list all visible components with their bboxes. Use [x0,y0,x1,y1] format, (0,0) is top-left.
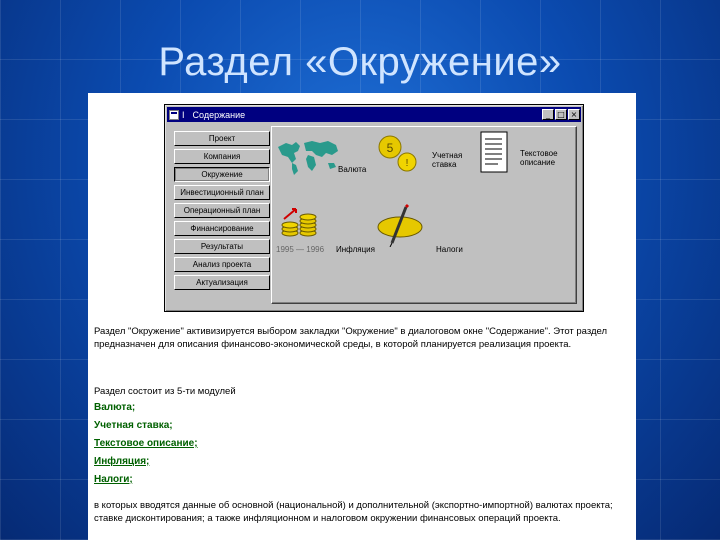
taxes-module[interactable] [376,203,476,263]
taxes-label: Налоги [436,245,463,254]
environment-pane [271,126,577,304]
tab-actualization[interactable]: Актуализация [174,275,270,290]
text-description-module[interactable] [480,131,576,185]
document-icon [480,131,510,175]
document-image [88,93,636,540]
svg-text:!: ! [405,158,409,169]
coin-stacks-icon [280,205,324,241]
section-tabs [174,131,270,293]
svg-text:5: 5 [386,141,394,155]
tab-investment-plan[interactable]: Инвестиционный план [174,185,270,200]
module-link-currency[interactable]: Валюта; [94,402,136,413]
contents-dialog [164,104,584,312]
tab-company[interactable]: Компания [174,149,270,164]
outro-paragraph: в которых вводятся данные об основной (национальной) и дополнительной (экспортно-импортной) валютах проекта; ставке дисконтирования; а также инфляционном и налоговом окружении финансовых операций проекта. [94,500,613,524]
maximize-button[interactable]: □ [555,109,567,120]
currency-module[interactable] [276,135,376,185]
module-link-taxes[interactable]: Налоги; [94,474,133,485]
module-link-text[interactable]: Текстовое описание; [94,438,198,449]
text-description-label: Текстовое описание [520,149,558,167]
close-button[interactable]: × [568,109,580,120]
currency-label: Валюта [338,165,367,174]
dialog-titlebar [167,107,581,122]
module-link-inflation[interactable]: Инфляция; [94,456,150,467]
inflation-module[interactable] [276,205,386,255]
pen-plate-icon [376,203,424,247]
module-link-rate[interactable]: Учетная ставка; [94,420,173,431]
dialog-title: Содержание [192,109,246,120]
tab-results[interactable]: Результаты [174,239,270,254]
tab-project-analysis[interactable]: Анализ проекта [174,257,270,272]
years-label: 1995 — 1996 [276,245,325,254]
inflation-label: Инфляция [336,245,375,254]
tab-financing[interactable]: Финансирование [174,221,270,236]
rate-module[interactable] [376,133,466,185]
module-list [94,401,198,491]
minimize-button[interactable]: _ [542,109,554,120]
tab-operational-plan[interactable]: Операционный план [174,203,270,218]
slide-title: Раздел «Окружение» [158,40,562,84]
coins-icon [376,133,420,177]
intro-paragraph: Раздел "Окружение" активизируется выбором закладки "Окружение" в диалоговом окне "Содержание". Этот раздел предназначен для описания финансово-экономической среды, в которой планируется реализация проекта. [94,326,608,350]
rate-label: Учетная ставка [432,151,463,169]
tab-environment[interactable]: Окружение [174,167,270,182]
modules-heading: Раздел состоит из 5-ти модулей [94,386,236,397]
world-map-icon [276,137,340,177]
tab-project[interactable]: Проект [174,131,270,146]
app-icon[interactable] [169,110,179,120]
title-prefix: I [182,109,185,120]
